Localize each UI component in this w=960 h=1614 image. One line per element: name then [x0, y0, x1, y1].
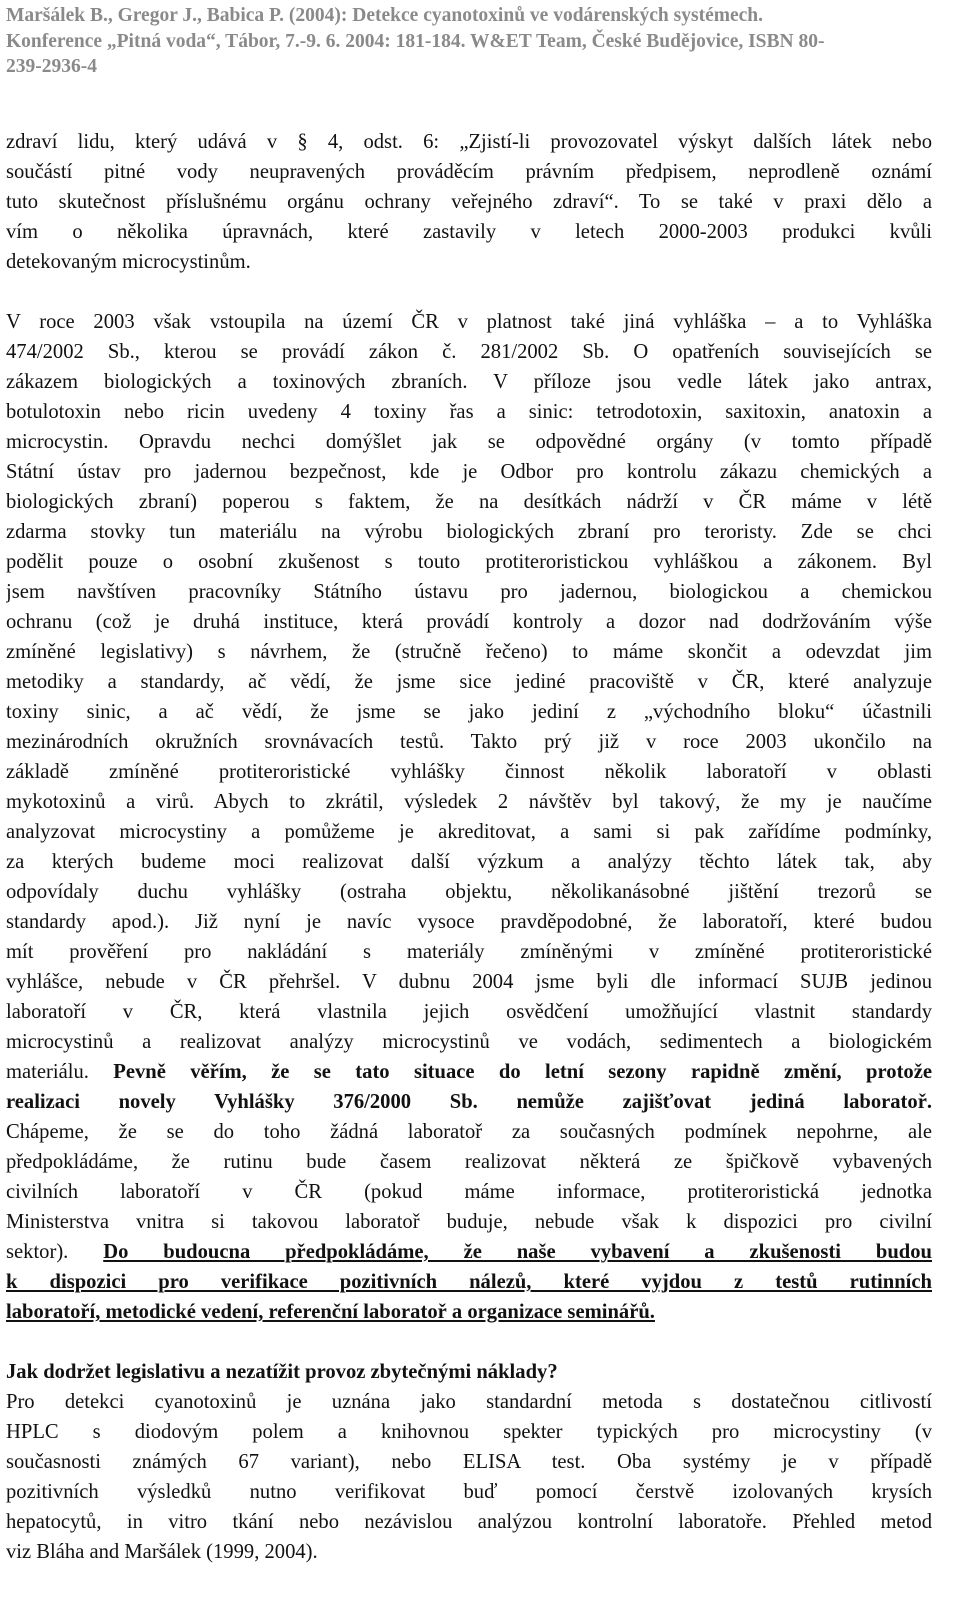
text-line: předpokládáme, že rutinu bude časem realizovat některá ze špičkově vybavených: [6, 1151, 932, 1173]
text-line: toxiny sinic, a ač vědí, že jsme se jako jediní z „východního bloku“ účastnili: [6, 701, 932, 723]
underlined-statement-3: laboratoří, metodické vedení, referenční laboratoř a organizace seminářů.: [6, 1301, 655, 1323]
text-line: Pro detekci cyanotoxinů je uznána jako standardní metoda s dostatečnou citlivostí: [6, 1391, 932, 1413]
text-line: laboratoří v ČR, která vlastnila jejich osvědčení umožňující vlastnit standardy: [6, 1001, 932, 1023]
text-line: jsem navštíven pracovníky Státního ústavu pro jadernou, biologickou a chemickou: [6, 581, 932, 603]
text-line-underlined: [6, 1297, 932, 1327]
text-line: viz Bláha and Maršálek (1999, 2004).: [6, 1541, 318, 1563]
text-line-bold: [6, 1087, 932, 1117]
text-line: vím o několika úpravnách, které zastavily v letech 2000-2003 produkci kvůli: [6, 221, 932, 243]
article-body: [6, 127, 932, 1567]
text-line: mykotoxinů a virů. Abych to zkrátil, výsledek 2 návštěv byl takový, že my je naučíme: [6, 791, 932, 813]
text-line: zmíněné legislativy) s návrhem, že (stručně řečeno) to máme skončit a odevzdat jim: [6, 641, 932, 663]
text-line: biologických zbraní) poperou s faktem, že na desítkách nádrží v ČR máme v létě: [6, 491, 932, 513]
text-line: za kterých budeme moci realizovat další výzkum a analýzy těchto látek tak, aby: [6, 851, 932, 873]
paragraph-1: [6, 127, 932, 277]
text-line: podělit pouze o osobní zkušenost s touto protiteroristickou vyhláškou a zákonem. Byl: [6, 551, 932, 573]
underlined-statement-1: Do budoucna předpokládáme, že naše vybavení a zkušenosti budou: [103, 1241, 932, 1263]
citation-line-2: Konference „Pitná voda“, Tábor, 7.-9. 6. 2004: 181-184. W&ET Team, České Budějovice, ISBN 80-: [6, 30, 825, 52]
plain-text: materiálu.: [6, 1061, 114, 1083]
text-line: základě zmíněné protiteroristické vyhlášky činnost několik laboratoří v oblasti: [6, 761, 932, 783]
text-line: Státní ústav pro jadernou bezpečnost, kde je Odbor pro kontrolu zákazu chemických a: [6, 461, 932, 483]
text-line: hepatocytů, in vitro tkání nebo nezávislou analýzou kontrolní laboratoře. Přehled metod: [6, 1511, 932, 1533]
text-line-mixed: [6, 1237, 932, 1267]
section-legislation: [6, 1357, 932, 1567]
text-line: odpovídaly duchu vyhlášky (ostraha objektu, několikanásobné jištění trezorů se: [6, 881, 932, 903]
bold-statement-2: realizaci novely Vyhlášky 376/2000 Sb. nemůže zajišťovat jediná laboratoř.: [6, 1091, 932, 1113]
text-line: pozitivních výsledků nutno verifikovat buď pomocí čerstvě izolovaných krysích: [6, 1481, 932, 1503]
text-line: vyhlášce, nebude v ČR přehršel. V dubnu 2004 jsme byli dle informací SUJB jedinou: [6, 971, 932, 993]
text-line: microcystin. Opravdu nechci domýšlet jak se odpovědné orgány (v tomto případě: [6, 431, 932, 453]
text-line: V roce 2003 však vstoupila na území ČR v platnost také jiná vyhláška – a to Vyhláška: [6, 311, 932, 333]
bold-statement-1: Pevně věřím, že se tato situace do letní sezony rapidně změní, protože: [113, 1061, 932, 1083]
text-line: standardy apod.). Již nyní je navíc vysoce pravděpodobné, že laboratoří, které budou: [6, 911, 932, 933]
text-line: analyzovat microcystiny a pomůžeme je akreditovat, a sami si pak zařídíme podmínky,: [6, 821, 932, 843]
text-line-mixed: [6, 1057, 932, 1087]
text-line: současnosti známých 67 variant), nebo ELISA test. Oba systémy je v případě: [6, 1451, 932, 1473]
plain-text: sektor).: [6, 1241, 104, 1263]
citation-header: [6, 3, 936, 80]
text-line: detekovaným microcystinům.: [6, 251, 251, 273]
text-line: ochranu (což je druhá instituce, která provádí kontroly a dozor nad dodržováním výše: [6, 611, 932, 633]
text-line: zdarma stovky tun materiálu na výrobu biologických zbraní pro teroristy. Zde se chci: [6, 521, 932, 543]
underlined-statement-2: k dispozici pro verifikace pozitivních nálezů, které vyjdou z testů rutinních: [6, 1271, 932, 1293]
paragraph-2: [6, 307, 932, 1327]
text-line: metodiky a standardy, ač vědí, že jsme sice jediné pracoviště v ČR, které analyzuje: [6, 671, 932, 693]
text-line: zákazem biologických a toxinových zbraních. V příloze jsou vedle látek jako antrax,: [6, 371, 932, 393]
text-line: civilních laboratoří v ČR (pokud máme informace, protiteroristická jednotka: [6, 1181, 932, 1203]
text-line: 474/2002 Sb., kterou se provádí zákon č. 281/2002 Sb. O opatřeních souvisejících se: [6, 341, 932, 363]
text-line: HPLC s diodovým polem a knihovnou spekter typických pro microcystiny (v: [6, 1421, 932, 1443]
text-line: součástí pitné vody neupravených prováděcím právním předpisem, neprodleně oznámí: [6, 161, 932, 183]
citation-line-1: Maršálek B., Gregor J., Babica P. (2004): Detekce cyanotoxinů ve vodárenských systémech.: [6, 5, 764, 26]
text-line: tuto skutečnost příslušnému orgánu ochrany veřejného zdraví“. To se také v praxi dělo a: [6, 191, 932, 213]
citation-line-3: 239-2936-4: [6, 56, 97, 77]
text-line: microcystinů a realizovat analýzy microcystinů ve vodách, sedimentech a biologickém: [6, 1031, 932, 1053]
text-line: zdraví lidu, který udává v § 4, odst. 6: „Zjistí-li provozovatel výskyt dalších látek nebo: [6, 131, 932, 153]
text-line: Chápeme, že se do toho žádná laboratoř za současných podmínek nepohrne, ale: [6, 1121, 932, 1143]
section-heading: Jak dodržet legislativu a nezatížit provoz zbytečnými náklady?: [6, 1361, 558, 1383]
text-line: botulotoxin nebo ricin uvedeny 4 toxiny řas a sinic: tetrodotoxin, saxitoxin, anatoxin a: [6, 401, 932, 423]
text-line: mít prověření pro nakládání s materiály zmíněnými v zmíněné protiteroristické: [6, 941, 932, 963]
text-line-underlined: [6, 1267, 932, 1297]
text-line: Ministerstva vnitra si takovou laboratoř buduje, nebude však k dispozici pro civilní: [6, 1211, 932, 1233]
text-line: mezinárodních okružních srovnávacích testů. Takto prý již v roce 2003 ukončilo na: [6, 731, 932, 753]
